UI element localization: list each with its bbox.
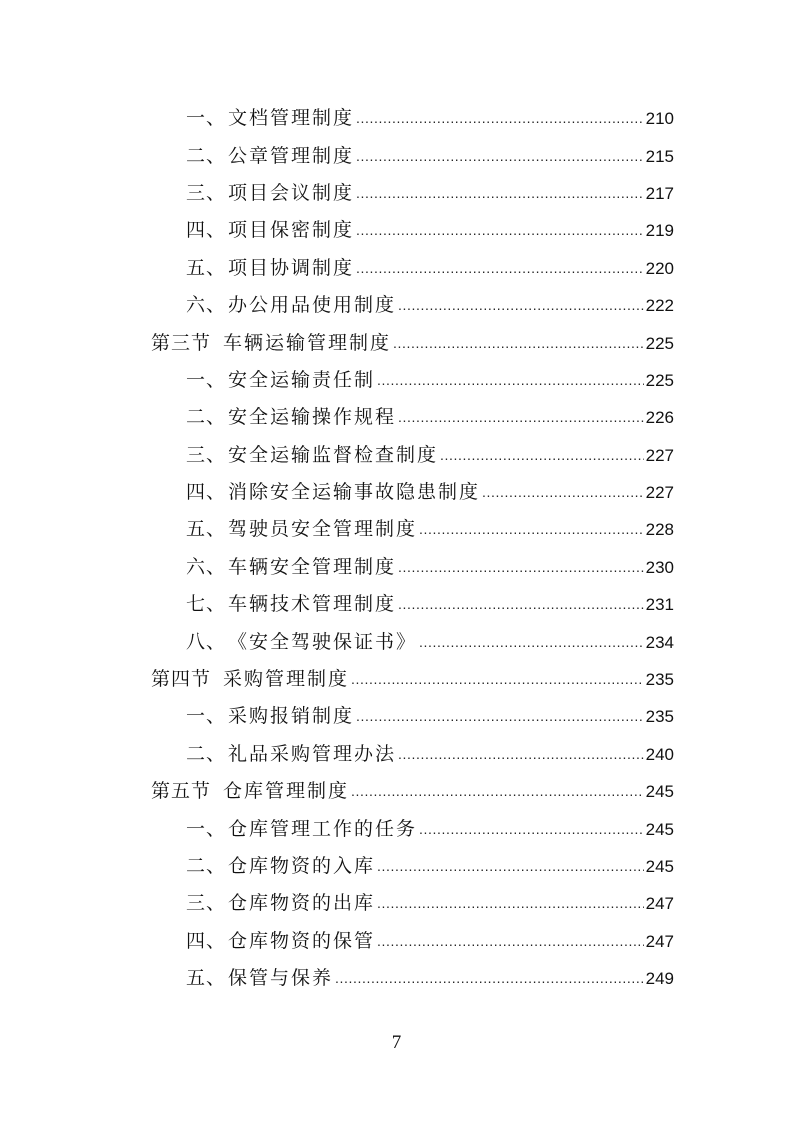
toc-entry-title: 项目保密制度 [228,219,355,242]
dot-leader [356,709,644,723]
dot-leader [377,896,644,910]
dot-leader [419,635,644,649]
toc-entry-number: 四、 [186,219,227,242]
toc-entry-number: 六、 [186,294,227,317]
toc-entry-number: 二、 [186,855,227,877]
dot-leader [356,149,644,163]
toc-entry[interactable] [0,212,793,249]
toc-entry[interactable] [0,511,793,548]
dot-leader [398,298,644,312]
dot-leader [351,784,644,798]
toc-entry-title: 消除安全运输事故隐患制度 [228,481,481,504]
toc-entry[interactable] [0,175,793,212]
toc-entry-page: 219 [645,221,674,241]
toc-entry-title: 安全运输责任制 [228,368,376,391]
toc-entry-number: 一、 [186,705,227,728]
toc-entry[interactable] [0,736,793,773]
toc-entry-number: 五、 [186,518,227,541]
toc-entry-number: 二、 [186,144,227,167]
dot-leader [398,410,644,424]
toc-section-number: 第五节 [151,780,212,803]
dot-leader [356,223,644,237]
toc-entry-page: 247 [645,894,674,914]
toc-entry[interactable] [0,960,793,997]
toc-entry-page: 235 [645,707,674,727]
toc-entry-title: 仓库管理工作的任务 [228,817,418,840]
toc-entry-title: 项目协调制度 [228,256,355,279]
toc-entry-page: 231 [645,595,674,615]
toc-entry-number: 八、 [186,630,227,653]
dot-leader [335,971,644,985]
toc-entry-number: 三、 [186,443,227,466]
toc-entry-title: 仓库物资的入库 [228,855,376,877]
toc-entry[interactable] [0,137,793,174]
toc-entry-page: 220 [645,258,674,278]
toc-entry-number: 二、 [186,406,227,429]
dot-leader [377,859,644,873]
toc-entry[interactable] [0,100,793,137]
toc-entry[interactable] [0,623,793,660]
toc-entry-page: 222 [645,296,674,316]
toc-entry[interactable] [0,923,793,960]
toc-section-title: 车辆运输管理制度 [223,331,392,354]
toc-entry-title: 安全运输监督检查制度 [228,443,439,466]
toc-entry[interactable] [0,586,793,623]
toc-entry-title: 车辆安全管理制度 [228,555,397,578]
toc-entry-title: 公章管理制度 [228,144,355,167]
toc-entry-number: 二、 [186,742,227,765]
dot-leader [482,485,644,499]
toc-entry-number: 三、 [186,892,227,915]
toc-entry-page: 210 [645,109,674,129]
toc-entry[interactable] [0,399,793,436]
toc-entry-number: 一、 [186,817,227,840]
toc-entry-title: 采购报销制度 [228,705,355,728]
toc-section-number: 第三节 [151,331,212,354]
toc-entry-page: 249 [645,969,674,989]
toc-entry[interactable] [0,885,793,922]
toc-entry-page: 227 [645,445,674,465]
toc-entry-title: 保管与保养 [228,967,334,990]
toc-entry-page: 230 [645,557,674,577]
toc-entry[interactable] [0,848,793,885]
toc-entry-page: 245 [645,782,674,802]
dot-leader [398,747,644,761]
toc-entry[interactable] [0,474,793,511]
toc-entry-title: 办公用品使用制度 [228,294,397,317]
toc-entry-page: 227 [645,483,674,503]
toc-entry-page: 245 [645,819,674,839]
toc-section-title: 仓库管理制度 [223,780,350,803]
toc-entry-number: 四、 [186,481,227,504]
toc-entry-title: 车辆技术管理制度 [228,593,397,616]
toc-section-entry[interactable] [0,324,793,361]
toc-entry-number: 一、 [186,368,227,391]
toc-entry-title: 安全运输操作规程 [228,406,397,429]
toc-entry[interactable] [0,250,793,287]
toc-entry-title: 驾驶员安全管理制度 [228,518,418,541]
toc-section-title: 采购管理制度 [223,668,350,691]
toc-entry-page: 240 [645,744,674,764]
toc-entry-page: 247 [645,931,674,951]
toc-section-number: 第四节 [151,668,212,691]
toc-entry[interactable] [0,810,793,847]
toc-entry-number: 四、 [186,929,227,952]
toc-entry-title: 文档管理制度 [228,107,355,130]
dot-leader [398,560,644,574]
toc-section-entry[interactable] [0,773,793,810]
dot-leader [419,822,644,836]
dot-leader [351,672,644,686]
toc-entry-page: 234 [645,632,674,652]
dot-leader [398,597,644,611]
dot-leader [356,186,644,200]
toc-entry-title: 仓库物资的保管 [228,929,376,952]
toc-entry[interactable] [0,698,793,735]
toc-entry-number: 五、 [186,967,227,990]
dot-leader [356,111,644,125]
toc-entry-number: 一、 [186,107,227,130]
dot-leader [377,934,644,948]
toc-entry-number: 五、 [186,256,227,279]
page-number: 7 [391,1032,402,1053]
toc-entry-page: 215 [645,146,674,166]
toc-entry[interactable] [0,437,793,474]
dot-leader [440,448,644,462]
toc-entry-number: 三、 [186,181,227,204]
toc-section-entry[interactable] [0,661,793,698]
toc-entry-page: 226 [645,408,674,428]
toc-entry-number: 六、 [186,555,227,578]
dot-leader [419,522,644,536]
toc-entry-number: 七、 [186,593,227,616]
toc-entry-title: 项目会议制度 [228,181,355,204]
toc-entry-page: 228 [645,520,674,540]
toc-entry-title: 礼品采购管理办法 [228,742,397,765]
table-of-contents [0,100,793,997]
toc-entry[interactable] [0,287,793,324]
toc-entry-page: 245 [645,857,674,876]
toc-entry-page: 225 [645,333,674,353]
toc-entry-page: 225 [645,370,674,390]
toc-entry[interactable] [0,549,793,586]
toc-entry-page: 217 [645,183,674,203]
toc-entry-title: 仓库物资的出库 [228,892,376,915]
toc-entry[interactable] [0,362,793,399]
toc-entry-title: 《安全驾驶保证书》 [228,630,418,653]
dot-leader [377,373,644,387]
dot-leader [356,261,644,275]
toc-entry-page: 235 [645,670,674,690]
dot-leader [393,336,644,350]
